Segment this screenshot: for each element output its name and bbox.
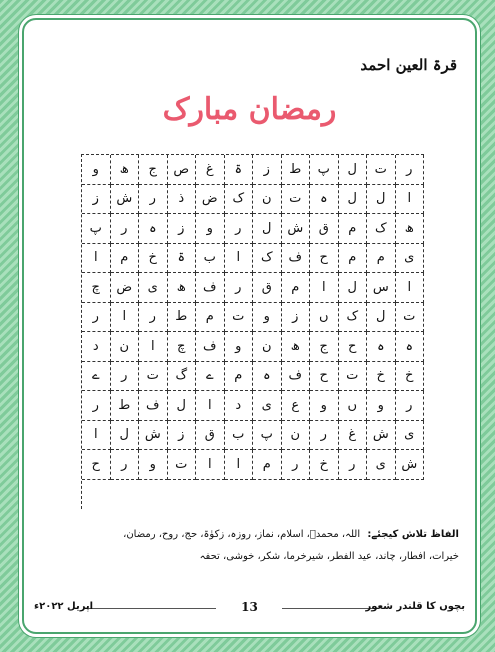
grid-cell[interactable]: ز <box>82 185 111 215</box>
grid-cell[interactable]: ا <box>139 332 168 362</box>
grid-cell[interactable]: ت <box>139 362 168 392</box>
grid-cell[interactable]: ل <box>168 391 197 421</box>
grid-cell[interactable]: ن <box>253 185 282 215</box>
author-name: قرۃ العین احمد <box>360 56 457 74</box>
grid-cell[interactable]: ن <box>111 332 140 362</box>
grid-cell[interactable]: خ <box>139 244 168 274</box>
grid-cell[interactable]: ز <box>168 214 197 244</box>
grid-cell[interactable]: ر <box>82 391 111 421</box>
grid-cell[interactable]: ں <box>339 391 368 421</box>
grid-cell[interactable]: ن <box>282 421 311 451</box>
grid-cell[interactable]: ز <box>168 421 197 451</box>
grid-cell[interactable]: ا <box>196 450 225 480</box>
puzzle-page <box>22 18 477 634</box>
grid-cell[interactable]: ف <box>196 273 225 303</box>
grid-cell[interactable]: ں <box>310 303 339 333</box>
grid-cell[interactable]: ع <box>282 391 311 421</box>
grid-cell[interactable]: ش <box>282 214 311 244</box>
grid-cell[interactable]: ش <box>139 421 168 451</box>
grid-cell[interactable]: ے <box>82 362 111 392</box>
grid-cell[interactable]: ہ <box>396 332 425 362</box>
grid-cell[interactable]: چ <box>168 332 197 362</box>
grid-cell[interactable]: و <box>310 391 339 421</box>
grid-cell[interactable]: ض <box>196 185 225 215</box>
grid-cell[interactable]: ق <box>310 214 339 244</box>
grid-cell[interactable]: پ <box>82 214 111 244</box>
grid-cell[interactable]: ھ <box>111 155 140 185</box>
grid-cell[interactable]: ر <box>225 214 254 244</box>
grid-cell[interactable]: ر <box>282 450 311 480</box>
grid-cell[interactable]: ت <box>225 303 254 333</box>
grid-cell[interactable]: پ <box>253 421 282 451</box>
grid-cell[interactable]: ط <box>168 303 197 333</box>
grid-cell[interactable]: ن <box>253 332 282 362</box>
grid-cell[interactable]: ل <box>111 421 140 451</box>
grid-cell[interactable]: ف <box>282 362 311 392</box>
grid-cell[interactable]: ر <box>310 421 339 451</box>
grid-cell[interactable]: ی <box>367 450 396 480</box>
word-search-grid <box>81 154 424 509</box>
page-title: رمضان مبارک <box>162 92 337 127</box>
grid-cell[interactable]: ب <box>196 244 225 274</box>
footer-magazine-name: بچوں کا قلندر شعور <box>365 601 465 612</box>
grid-cell[interactable]: غ <box>196 155 225 185</box>
grid-cell[interactable]: م <box>253 450 282 480</box>
grid-cell[interactable]: س <box>367 273 396 303</box>
grid-cell[interactable]: ص <box>168 155 197 185</box>
footer-page-number: 13 <box>241 600 258 614</box>
grid-cell[interactable]: م <box>225 362 254 392</box>
grid-cell[interactable]: ج <box>139 155 168 185</box>
grid-cell[interactable]: ا <box>396 185 425 215</box>
grid-cell[interactable]: د <box>82 332 111 362</box>
grid-cell[interactable]: ف <box>196 332 225 362</box>
grid-cell[interactable]: ح <box>310 244 339 274</box>
grid-cell[interactable]: ق <box>253 273 282 303</box>
grid-cell[interactable]: ق <box>196 421 225 451</box>
grid-cell[interactable]: ح <box>339 332 368 362</box>
grid-cell[interactable]: م <box>282 273 311 303</box>
grid-cell[interactable]: و <box>253 303 282 333</box>
grid-cell[interactable]: ھ <box>168 273 197 303</box>
grid-cell[interactable]: ش <box>367 421 396 451</box>
grid-cell[interactable]: ت <box>396 303 425 333</box>
grid-cell[interactable]: ا <box>196 391 225 421</box>
grid-cell[interactable]: ر <box>111 214 140 244</box>
grid-cell[interactable]: ت <box>282 185 311 215</box>
grid-cell[interactable]: ر <box>82 303 111 333</box>
grid-cell[interactable]: ل <box>339 155 368 185</box>
grid-cell[interactable]: ۃ <box>168 244 197 274</box>
grid-cell[interactable]: ر <box>396 391 425 421</box>
grid-cell[interactable]: ا <box>396 273 425 303</box>
grid-cell[interactable]: ش <box>111 185 140 215</box>
grid-cell[interactable]: و <box>139 450 168 480</box>
grid-cell[interactable]: م <box>367 244 396 274</box>
grid-cell[interactable]: ر <box>111 450 140 480</box>
grid-cell[interactable]: ت <box>367 155 396 185</box>
grid-cell[interactable]: ج <box>310 332 339 362</box>
grid-cell[interactable]: ا <box>82 421 111 451</box>
grid-cell[interactable]: ب <box>225 421 254 451</box>
grid-cell[interactable]: ہ <box>310 185 339 215</box>
grid-cell[interactable]: خ <box>396 362 425 392</box>
grid-cell[interactable]: م <box>111 244 140 274</box>
grid-cell[interactable]: ل <box>253 214 282 244</box>
grid-cell[interactable]: ک <box>339 303 368 333</box>
word-list <box>39 524 459 568</box>
grid-cell[interactable]: م <box>196 303 225 333</box>
grid-cell[interactable]: ر <box>225 273 254 303</box>
grid-cell[interactable]: ل <box>339 185 368 215</box>
grid-cell[interactable]: ذ <box>168 185 197 215</box>
grid-cell[interactable]: ت <box>168 450 197 480</box>
grid-cell[interactable]: گ <box>168 362 197 392</box>
grid-cell[interactable]: ا <box>82 244 111 274</box>
grid-cell[interactable]: ا <box>111 303 140 333</box>
grid-cell[interactable]: ی <box>253 391 282 421</box>
grid-cell[interactable]: ک <box>253 244 282 274</box>
grid-cell[interactable]: ا <box>310 273 339 303</box>
grid-cell[interactable]: م <box>339 244 368 274</box>
grid-cell[interactable]: ہ <box>367 332 396 362</box>
grid-cell[interactable]: ھ <box>282 332 311 362</box>
grid-cell[interactable]: ت <box>339 362 368 392</box>
grid-cell[interactable]: خ <box>367 362 396 392</box>
grid-cell[interactable]: ر <box>396 155 425 185</box>
grid-cell[interactable]: ز <box>282 303 311 333</box>
grid-cell[interactable]: و <box>196 214 225 244</box>
grid-cell[interactable]: ل <box>367 185 396 215</box>
grid-cell[interactable]: چ <box>82 273 111 303</box>
grid-cell[interactable]: ش <box>396 450 425 480</box>
grid-cell[interactable]: ا <box>225 244 254 274</box>
grid-cell[interactable]: ۃ <box>225 155 254 185</box>
grid-cell[interactable]: ح <box>310 362 339 392</box>
grid-cell[interactable]: ر <box>111 362 140 392</box>
grid-cell[interactable]: ی <box>396 244 425 274</box>
page-footer <box>24 598 475 618</box>
grid-cell[interactable]: ز <box>253 155 282 185</box>
grid-cell[interactable]: ے <box>196 362 225 392</box>
grid-cell[interactable]: د <box>225 391 254 421</box>
grid-cell[interactable]: ل <box>367 303 396 333</box>
grid-cell[interactable]: ل <box>339 273 368 303</box>
footer-issue-date: اپریل ۲۰۲۲ء <box>34 601 94 612</box>
word-list-lead: الفاظ تلاش کیجئے: <box>367 529 459 540</box>
grid-cell[interactable]: خ <box>310 450 339 480</box>
grid-cell[interactable]: ط <box>111 391 140 421</box>
grid-cell[interactable]: و <box>367 391 396 421</box>
grid-cell[interactable]: پ <box>310 155 339 185</box>
grid-cell[interactable]: و <box>82 155 111 185</box>
grid-cell[interactable]: ا <box>225 450 254 480</box>
grid-cell[interactable]: ض <box>111 273 140 303</box>
grid-cell[interactable]: ھ <box>396 214 425 244</box>
grid-cell[interactable]: غ <box>339 421 368 451</box>
grid-cell[interactable]: م <box>339 214 368 244</box>
word-list-line-2: خیرات، افطار، چاند، عید الفطر، شیرخرما، شکر، خوشی، تحفہ <box>199 551 459 562</box>
grid-cell[interactable]: ک <box>225 185 254 215</box>
grid-cell[interactable]: ط <box>282 155 311 185</box>
grid-cell[interactable]: ر <box>139 303 168 333</box>
grid-cell[interactable]: ر <box>339 450 368 480</box>
grid-cell[interactable]: ح <box>82 450 111 480</box>
grid-cell[interactable]: ف <box>139 391 168 421</box>
grid-cell[interactable]: و <box>225 332 254 362</box>
grid-cell[interactable]: ی <box>396 421 425 451</box>
grid-cell[interactable]: ک <box>367 214 396 244</box>
grid-cell[interactable]: ہ <box>139 214 168 244</box>
grid-cell[interactable]: ف <box>282 244 311 274</box>
word-list-line-1: اللہ، محمدؐ، اسلام، نماز، روزہ، زکوٰۃ، حج، روح، رمضان، <box>123 529 361 540</box>
grid-cell[interactable]: ر <box>139 185 168 215</box>
grid-cell[interactable]: ہ <box>253 362 282 392</box>
grid-cell[interactable]: ی <box>139 273 168 303</box>
